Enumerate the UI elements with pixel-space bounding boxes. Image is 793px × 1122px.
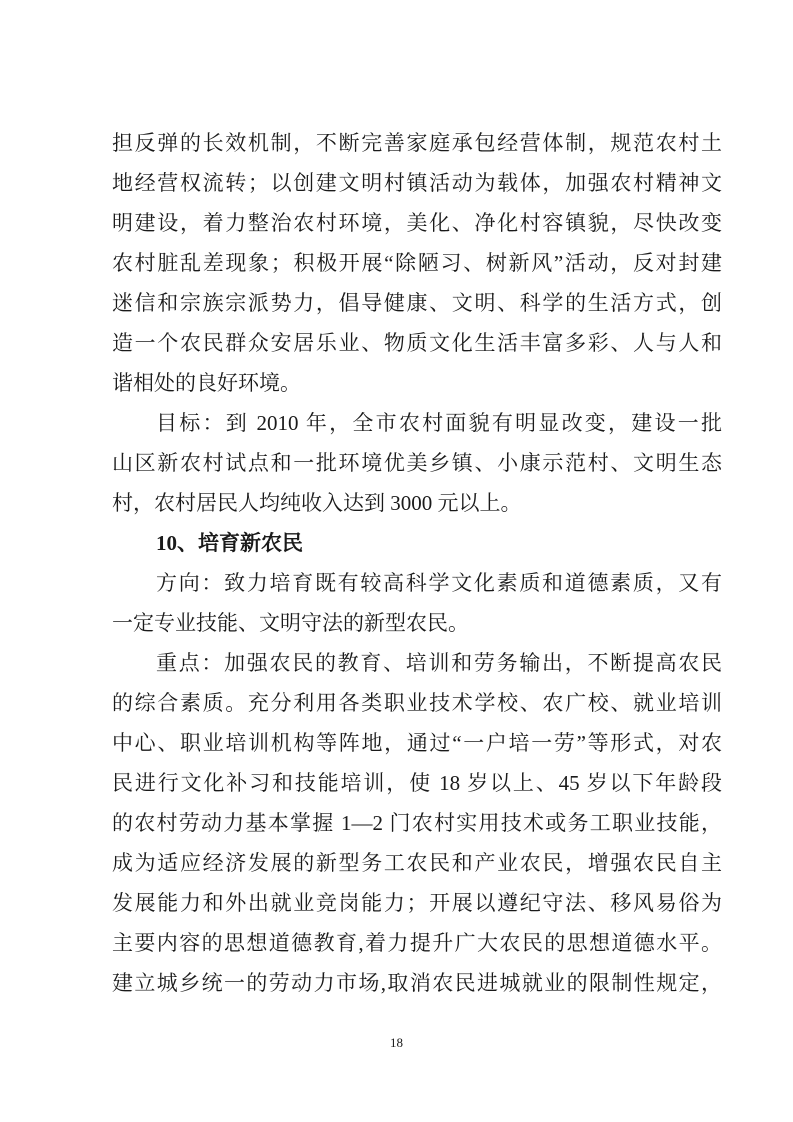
text-line: 山区新农村试点和一批环境优美乡镇、小康示范村、文明生态: [112, 451, 722, 475]
section-heading-10: 10、培育新农民: [156, 531, 303, 555]
text-line: 地经营权流转；以创建文明村镇活动为载体，加强农村精神文: [112, 171, 722, 195]
text-line: 的综合素质。充分利用各类职业技术学校、农广校、就业培训: [112, 691, 722, 715]
text-line: 建立城乡统一的劳动力市场,取消农民进城就业的限制性规定，: [112, 971, 722, 995]
text-line: 民进行文化补习和技能培训，使 18 岁以上、45 岁以下年龄段: [112, 771, 722, 795]
text-line: 方向：致力培育既有较高科学文化素质和道德素质，又有: [156, 571, 722, 595]
page-number: 18: [390, 1035, 403, 1050]
text-line: 造一个农民群众安居乐业、物质文化生活丰富多彩、人与人和: [112, 331, 722, 355]
text-line: 谐相处的良好环境。: [112, 371, 301, 395]
text-line: 中心、职业培训机构等阵地，通过“一户培一劳”等形式，对农: [112, 731, 722, 755]
text-line: 村，农村居民人均纯收入达到 3000 元以上。: [112, 491, 522, 515]
text-line: 重点：加强农民的教育、培训和劳务输出，不断提高农民: [156, 651, 722, 675]
text-line: 担反弹的长效机制，不断完善家庭承包经营体制，规范农村土: [112, 131, 722, 155]
text-line: 一定专业技能、文明守法的新型农民。: [112, 611, 469, 635]
text-line: 成为适应经济发展的新型务工农民和产业农民，增强农民自主: [112, 851, 722, 875]
text-block: [112, 123, 722, 1003]
text-line: 农村脏乱差现象；积极开展“除陋习、树新风”活动，反对封建: [112, 251, 722, 275]
text-line: 目标：到 2010 年，全市农村面貌有明显改变，建设一批: [156, 411, 722, 435]
text-line: 的农村劳动力基本掌握 1—2 门农村实用技术或务工职业技能，: [112, 811, 722, 835]
text-line: 主要内容的思想道德教育,着力提升广大农民的思想道德水平。: [112, 931, 722, 955]
text-line: 发展能力和外出就业竞岗能力；开展以遵纪守法、移风易俗为: [112, 891, 722, 915]
text-line: 迷信和宗族宗派势力，倡导健康、文明、科学的生活方式，创: [112, 291, 722, 315]
text-line: 明建设，着力整治农村环境，美化、净化村容镇貌，尽快改变: [112, 211, 722, 235]
